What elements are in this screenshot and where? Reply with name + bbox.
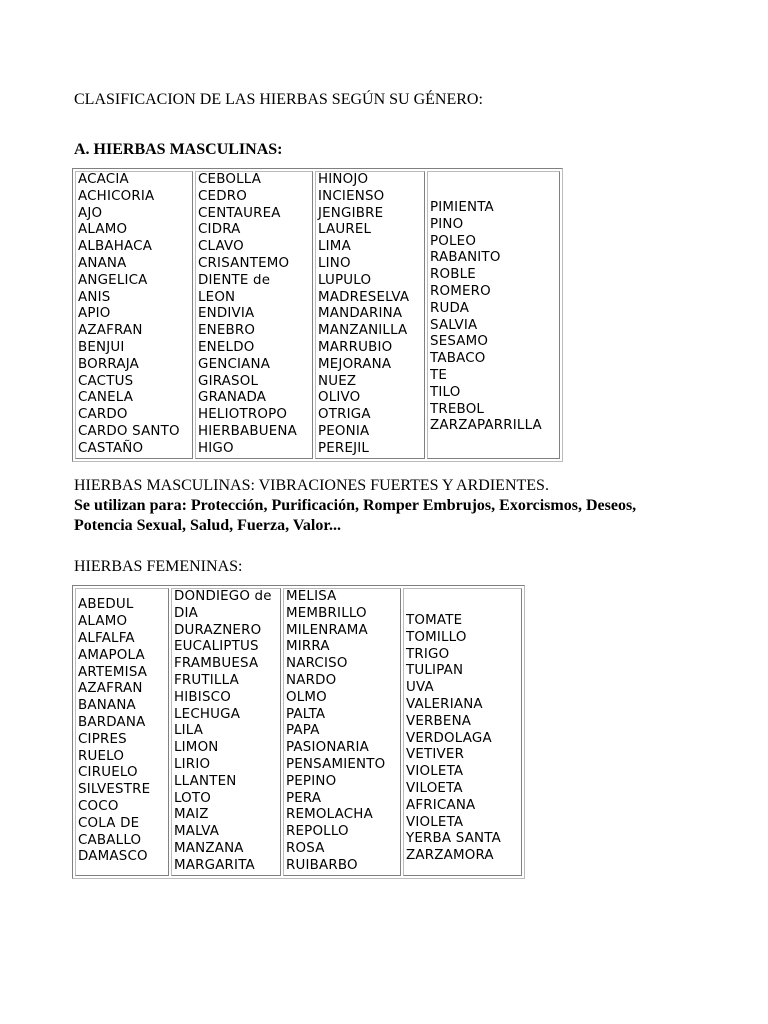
herb-name: CEDRO (198, 188, 247, 204)
herb-name: GENCIANA (198, 356, 271, 372)
herb-name: CLAVO (198, 239, 244, 255)
herb-name: ROSA (286, 840, 325, 856)
herb-name: ALAMO (78, 614, 128, 630)
herb-name: OTRIGA (318, 407, 371, 423)
herb-name: ENEBRO (198, 323, 256, 339)
masculine-heading: A. HIERBAS MASCULINAS: (74, 141, 283, 158)
herb-name: CIPRES (78, 731, 127, 747)
feminine-column-1 (75, 588, 169, 876)
herb-name: PINO (430, 216, 464, 232)
herb-name: LIRIO (174, 756, 211, 772)
herb-name: VALERIANA (406, 696, 483, 712)
herb-name: PALTA (286, 706, 326, 722)
herb-name: CEBOLLA (198, 172, 262, 187)
herb-name: VIOLETA (406, 764, 464, 780)
herb-name: ANANA (78, 255, 127, 271)
herb-name: RUDA (430, 300, 470, 316)
herb-name: TOMILLO (406, 629, 467, 645)
herb-name: FRAMBUESA (174, 656, 259, 672)
herb-name: LAUREL (318, 222, 372, 238)
herb-name: GRANADA (198, 390, 267, 406)
herb-name: CASTAÑO (78, 440, 144, 456)
herb-name: ACACIA (78, 172, 129, 187)
herb-name: PIMIENTA (430, 200, 494, 215)
herb-name: ANIS (78, 289, 111, 305)
herb-name: MEJORANA (318, 356, 392, 372)
herb-name: REPOLLO (286, 824, 349, 840)
herb-name: HIERBABUENA (198, 423, 297, 439)
herb-name: ARTEMISA (78, 664, 148, 680)
herb-name: GIRASOL (198, 373, 259, 389)
herb-name: CANELA (78, 390, 134, 406)
herb-name: LUPULO (318, 272, 372, 288)
herb-name: VETIVER (406, 747, 465, 763)
herb-name: RABANITO (430, 250, 501, 266)
herb-name: DIENTE de (198, 272, 271, 288)
herb-name: RUELO (78, 748, 125, 764)
herb-name: PEREJIL (318, 440, 370, 456)
herb-name: YERBA SANTA (406, 831, 501, 847)
herb-name: VILOETA (406, 780, 463, 796)
herb-name: TABACO (430, 351, 486, 367)
herb-name: EUCALIPTUS (174, 639, 259, 655)
herb-name: CARDO (78, 407, 128, 423)
herb-name: DURAZNERO (174, 622, 262, 638)
herb-name: ZARZAPARRILLA (430, 418, 542, 434)
herb-name: ANGELICA (78, 272, 148, 288)
herb-name: MELISA (286, 589, 337, 604)
herb-name: AMAPOLA (78, 647, 145, 663)
herb-name: MADRESELVA (318, 289, 410, 305)
herb-name: LINO (318, 255, 351, 271)
herb-name: COCO (78, 798, 119, 814)
herb-name: SESAMO (430, 334, 489, 350)
herb-name: PEPINO (286, 773, 337, 789)
herb-name: ACHICORIA (78, 188, 155, 204)
herb-name: LLANTEN (174, 773, 237, 789)
herb-name: NUEZ (318, 373, 357, 389)
herb-name: BARDANA (78, 714, 146, 730)
feminine-column-3 (283, 588, 401, 876)
herb-name: TILO (430, 384, 461, 400)
herb-name: MEMBRILLO (286, 605, 367, 621)
herb-name: ALBAHACA (78, 239, 153, 255)
herb-name: REMOLACHA (286, 807, 373, 823)
herb-name: CACTUS (78, 373, 134, 389)
herb-name: SILVESTRE (78, 782, 151, 798)
masculine-description-line-3: Potencia Sexual, Salud, Fuerza, Valor... (74, 517, 341, 534)
herb-name: HELIOTROPO (198, 407, 288, 423)
masculine-column-4 (427, 171, 560, 459)
herb-name: MANDARINA (318, 306, 403, 322)
herb-name: VERDOLAGA (406, 730, 492, 746)
herb-name: PASIONARIA (286, 740, 369, 756)
herb-name: MILENRAMA (286, 622, 368, 638)
herb-name: VIOLETA (406, 814, 464, 830)
herb-name: TULIPAN (406, 663, 464, 679)
herb-name: DONDIEGO de (174, 589, 272, 604)
herb-name: PENSAMIENTO (286, 756, 386, 772)
herb-name: MANZANILLA (318, 323, 408, 339)
document-title: CLASIFICACION DE LAS HIERBAS SEGÚN SU GÉNERO: (74, 91, 483, 108)
herb-name: AZAFRAN (78, 681, 143, 697)
herb-name: ZARZAMORA (406, 848, 494, 864)
herb-name: LOTO (174, 790, 212, 806)
herb-name: JENGIBRE (318, 205, 384, 221)
herb-name: COLA DE (78, 815, 140, 831)
herb-name: OLIVO (318, 390, 361, 406)
herb-name: NARDO (286, 672, 337, 688)
herb-name: MIRRA (286, 639, 330, 655)
herb-name: INCIENSO (318, 188, 385, 204)
herb-name: CIRUELO (78, 765, 138, 781)
herb-name: PERA (286, 790, 322, 806)
herb-name: HINOJO (318, 172, 369, 187)
herb-name: ENELDO (198, 339, 255, 355)
herb-name: LEON (198, 289, 236, 305)
herb-name: MARGARITA (174, 857, 255, 873)
herb-name: PEONIA (318, 423, 370, 439)
herb-name: AFRICANA (406, 797, 476, 813)
herb-name: MANZANA (174, 840, 244, 856)
herb-name: TREBOL (430, 401, 485, 417)
feminine-heading: HIERBAS FEMENINAS: (74, 558, 243, 575)
herb-name: ENDIVIA (198, 306, 255, 322)
herb-name: PAPA (286, 723, 320, 739)
herb-name: ROMERO (430, 283, 491, 299)
herb-name: MAIZ (174, 807, 209, 823)
herb-name: MARRUBIO (318, 339, 393, 355)
herb-name: LECHUGA (174, 706, 241, 722)
masculine-column-3 (315, 171, 425, 459)
herb-name: LIMON (174, 740, 219, 756)
herb-name: TE (430, 367, 448, 383)
herb-name: AJO (78, 205, 103, 221)
herb-name: ALAMO (78, 222, 128, 238)
herb-name: DAMASCO (78, 849, 148, 865)
herb-name: ROBLE (430, 267, 476, 283)
herb-name: HIGO (198, 440, 234, 456)
herb-name: HIBISCO (174, 689, 231, 705)
herb-name: ALFALFA (78, 630, 135, 646)
masculine-description-line-1: HIERBAS MASCULINAS: VIBRACIONES FUERTES Y ARDIENTES. (74, 477, 549, 494)
herb-name: DIA (174, 605, 199, 621)
herb-name: BORRAJA (78, 356, 139, 372)
herb-name: LILA (174, 723, 204, 739)
herb-name: FRUTILLA (174, 672, 239, 688)
herb-name: CARDO SANTO (78, 423, 180, 439)
herb-name: TRIGO (406, 646, 450, 662)
herb-name: SALVIA (430, 317, 478, 333)
herb-name: CIDRA (198, 222, 241, 238)
herb-name: NARCISO (286, 656, 348, 672)
herb-name: TOMATE (406, 613, 463, 628)
herb-name: VERBENA (406, 713, 472, 729)
herb-name: OLMO (286, 689, 327, 705)
herb-name: CENTAUREA (198, 205, 281, 221)
masculine-herbs-table (72, 168, 563, 462)
herb-name: POLEO (430, 233, 477, 249)
herb-name: BANANA (78, 698, 136, 714)
herb-name: CRISANTEMO (198, 255, 290, 271)
herb-name: CABALLO (78, 832, 142, 848)
herb-name: UVA (406, 680, 434, 696)
feminine-column-4 (403, 588, 522, 876)
herb-name: RUIBARBO (286, 857, 358, 873)
masculine-column-2 (195, 171, 313, 459)
herb-name: BENJUI (78, 339, 125, 355)
herb-name: APIO (78, 306, 111, 322)
feminine-column-2 (171, 588, 281, 876)
masculine-column-1 (75, 171, 193, 459)
feminine-herbs-table (72, 585, 525, 879)
herb-name: LIMA (318, 239, 351, 255)
herb-name: AZAFRAN (78, 323, 143, 339)
herb-name: ABEDUL (78, 597, 134, 613)
herb-name: MALVA (174, 824, 220, 840)
masculine-description-line-2: Se utilizan para: Protección, Purificación, Romper Embrujos, Exorcismos, Deseos, (74, 497, 637, 514)
